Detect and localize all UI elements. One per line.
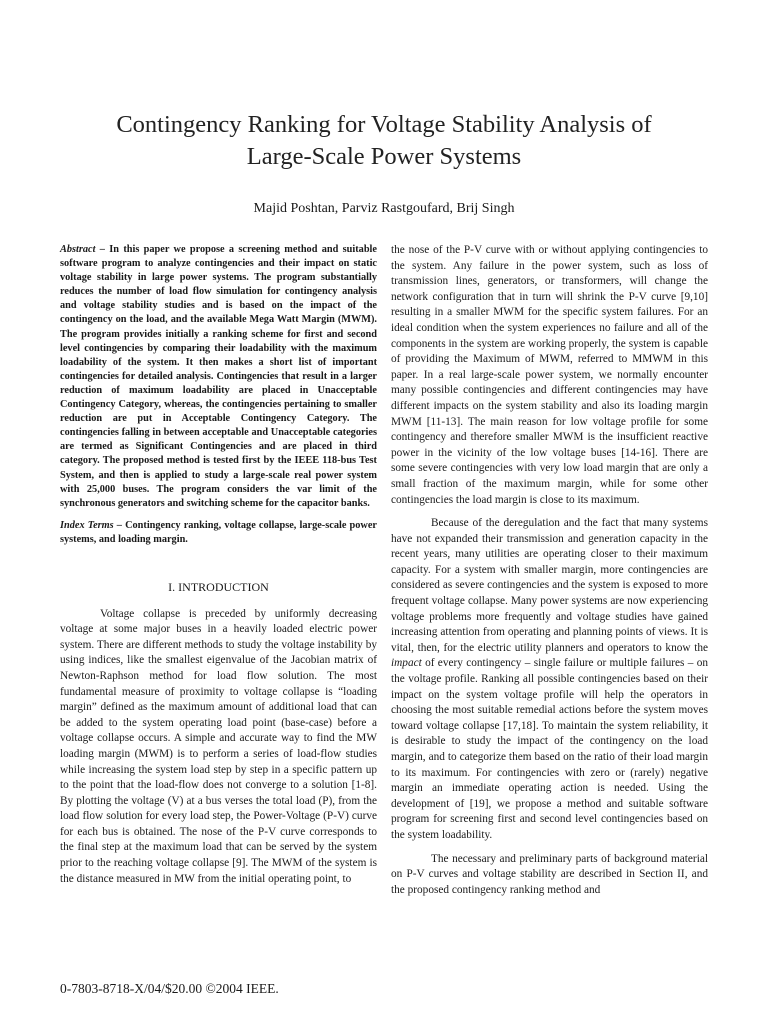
index-terms-text: – Contingency ranking, voltage collapse, large-scale power systems, and loading margin. xyxy=(60,519,377,545)
paper-title xyxy=(60,109,708,173)
intro-paragraph-2: the nose of the P-V curve with or without applying contingencies to the system. Any failure in the power system, such as loss of transmission lines, generators, or transformers, will change the network configuration that in turn will shrink the P-V curve [9,10] resulting in a smaller MWM for the specific system failures. For an ideal condition when the system experiences no failure and all of the components in the system are working properly, the system is capable of providing the Maximum of MWM, referred to MMWM in this paper. In a real large-scale power system, we normally encounter many possible contingencies and different contingencies may have different impacts on the system stability and also its loading margin MWM [11-13]. The main reason for low voltage profile for some contingency and therefore smaller MWM is the insufficient reactive power in the vicinity of the low voltage buses [14-16]. There are some severe contingencies with very low load margin that are only a small fraction of the maximum margin, while for some other contingencies the load margin is close to its maximum. xyxy=(391,244,708,506)
abstract-text: – In this paper we propose a screening method and suitable software program to analyze contingencies and their impact on static voltage stability in large power systems. The program substantially reduces the number of load flow simulation for contingency analysis and voltage stability studies and is based on the impact of the contingency on the load, and the available Mega Watt Margin (MWM). The program provides initially a ranking scheme for first and second level contingencies by comparing their loadability with the maximum loadability of the system. It then makes a short list of important contingencies for detailed analysis. Contingencies that result in a larger reduction of maximum loadability are placed in Unacceptable Contingency Category, whereas, the contingencies pertaining to smaller reduction are put in Acceptable Contingency Category. The contingencies falling in between acceptable and Unacceptable categories are termed as Significant Contingencies and are placed in third category. The proposed method is tested first by the IEEE 118-bus Test System, and then is applied to study a large-scale real power system with 25,000 buses. The program considers the var limit of the synchronous generators and switching scheme for the capacitor banks. xyxy=(60,244,377,509)
paper-title-line-1: Contingency Ranking for Voltage Stability Analysis of xyxy=(116,111,652,138)
intro-paragraph-3 xyxy=(391,516,708,843)
right-column xyxy=(391,243,708,898)
index-terms xyxy=(60,519,377,547)
left-column xyxy=(60,243,377,887)
abstract xyxy=(60,243,377,511)
intro-paragraph-3-part-a: Because of the deregulation and the fact that many systems have not expanded their transmission and generation capacity in the recent years, many utilities are operating closer to their maximum capacity. For a system with smaller margin, more contingencies are considered as severe contingencies and the system is exposed to more frequent voltage collapse. Many power systems are now experiencing voltage problems more frequently and voltage studies have gained increasing attention from operating and planning points of views. It is vital, then, for the electric utility planners and operators to know the xyxy=(391,517,708,654)
intro-paragraph-4: The necessary and preliminary parts of background material on P-V curves and voltage stability are described in Section II, and the proposed contingency ranking method and xyxy=(391,852,708,896)
abstract-label: Abstract xyxy=(60,244,96,255)
intro-paragraph-3-part-b: of every contingency – single failure or multiple failures – on the voltage profile. Ranking all possible contingencies based on their impact on the system voltage profile will help the operators in choosing the most suitable remedial actions before the system moves toward voltage collapse [17,18]. To maintain the system reliability, it is desirable to study the impact of the contingency on the load margin, and to categorize them based on the ratio of their load margin to its maximum. For contingencies with zero or (rarely) negative margin an immediate operating action is needed. Using the development of [19], we propose a method and suitable software program for screening first and second level contingencies based on the system loadability. xyxy=(391,657,708,841)
paper-title-line-2: Large-Scale Power Systems xyxy=(246,143,522,170)
paper-authors: Majid Poshtan, Parviz Rastgoufard, Brij Singh xyxy=(253,201,515,216)
copyright-footer: 0-7803-8718-X/04/$20.00 ©2004 IEEE. xyxy=(60,981,279,996)
section-heading-introduction: I. INTRODUCTION xyxy=(168,579,269,594)
intro-paragraph-1: Voltage collapse is preceded by uniformly decreasing voltage at some major buses in a heavily loaded electric power system. There are different methods to study the voltage instability by using indices, like the smallest eigenvalue of the Jacobian matrix of Newton-Raphson method for load flow solution. The most fundamental measure of proximity to voltage collapse is “loading margin” defined as the maximum amount of additional load that can be added to the system operating load point (base-case) before a voltage collapse occurs. A simple and accurate way to find the MW loading margin (MWM) is to perform a series of load-flow studies while increasing the system load step by step in a specific pattern up to the point that the load-flow does not converge to a solution [1-8]. By plotting the voltage (V) at a bus verses the total load (P), from the load flow solution for every load step, the Power-Voltage (P-V) curve for each bus is obtained. The nose of the P-V curve corresponds to the final step at the maximum load that can be served by the system prior to the reaching voltage collapse [9]. The MWM of the system is the distance measured in MW from the initial operating point, to xyxy=(60,607,377,885)
index-terms-label: Index Terms xyxy=(60,519,114,531)
intro-paragraph-3-emphasis: impact xyxy=(391,657,422,670)
